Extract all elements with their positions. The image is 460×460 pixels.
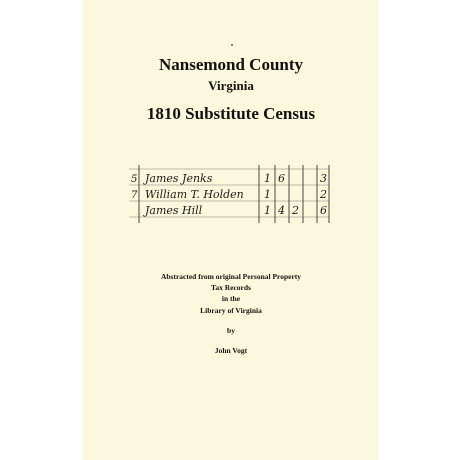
row-value: 1 <box>264 204 271 217</box>
row-value: 3 <box>320 172 327 185</box>
by-line: by <box>227 326 235 335</box>
row-index: 7 <box>131 190 138 201</box>
author-name: John Vogt <box>214 346 248 355</box>
row-value: 4 <box>278 204 285 217</box>
row-name: William T. Holden <box>145 188 244 201</box>
row-value: 2 <box>320 188 327 201</box>
abstract-line: Library of Virginia <box>200 306 262 315</box>
manuscript-facsimile-image <box>125 163 331 225</box>
row-value: 1 <box>264 188 271 201</box>
cover-title: Nansemond County <box>158 55 304 74</box>
abstract-line: Tax Records <box>211 283 251 292</box>
abstract-line: in the <box>221 294 241 303</box>
row-name: James Jenks <box>145 172 213 185</box>
ink-speck <box>231 44 233 46</box>
row-index: 5 <box>131 174 138 185</box>
row-value: 6 <box>278 172 285 185</box>
abstract-line: Abstracted from original Personal Property <box>160 272 302 281</box>
row-value: 1 <box>264 172 271 185</box>
cover-state: Virginia <box>208 78 254 93</box>
row-value: 6 <box>320 204 327 217</box>
row-value: 2 <box>292 204 299 217</box>
row-name: James Hill <box>145 204 203 217</box>
cover-subtitle: 1810 Substitute Census <box>146 104 316 123</box>
book-cover <box>83 0 379 460</box>
